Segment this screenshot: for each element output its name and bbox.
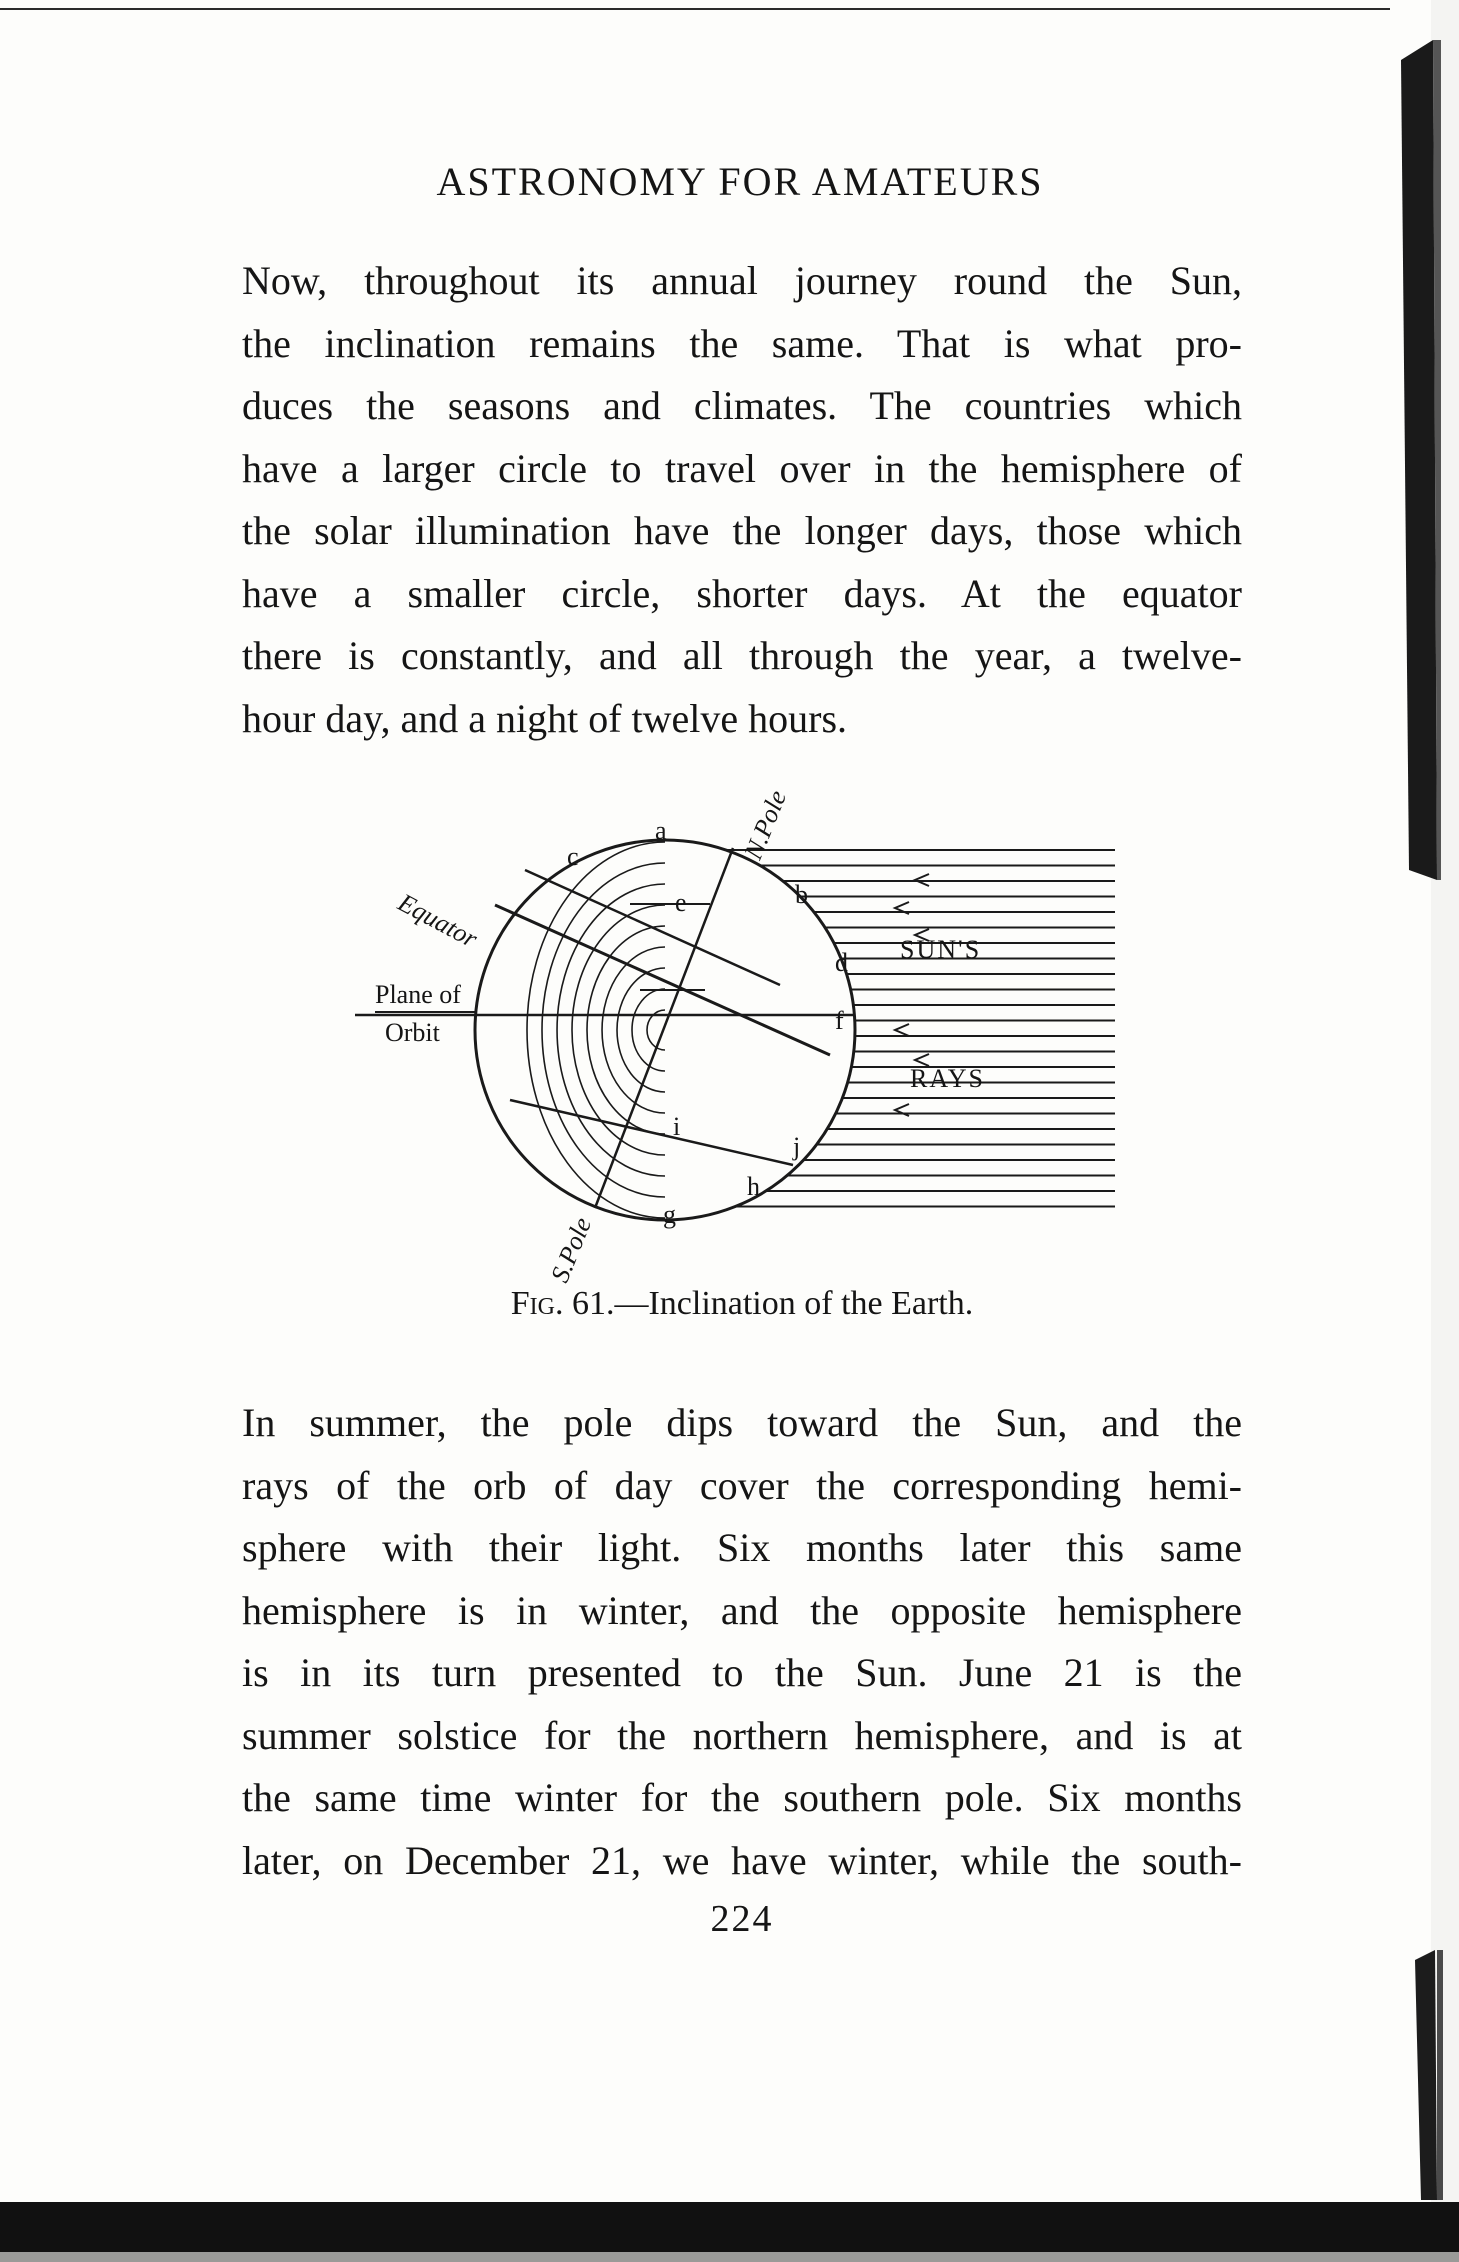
paragraph-1 — [242, 250, 1242, 750]
point-f-label: f — [835, 1006, 844, 1035]
point-i-label: i — [673, 1112, 681, 1141]
equator-label: Equator — [393, 887, 483, 954]
text-line: duces the seasons and climates. The countries which — [242, 383, 1242, 428]
text-line: have a smaller circle, shorter days. At the equator — [242, 570, 1242, 616]
n-pole-label: N.Pole — [738, 786, 793, 864]
rays-label: RAYS — [910, 1064, 985, 1093]
text-line: hemisphere is in winter, and the opposite hemisphere — [242, 1587, 1242, 1633]
figure-number: Fig. 61. — [510, 1285, 615, 1322]
text-line: is in its turn presented to the Sun. June 21 is the — [242, 1650, 1242, 1695]
figure-caption-text: —Inclination of the Earth. — [614, 1285, 974, 1322]
text-line: sphere with their light. Six months later this same — [242, 1525, 1242, 1570]
s-pole-label: S.Pole — [545, 1213, 598, 1287]
point-d-label: d — [835, 948, 848, 977]
figure-caption — [242, 1285, 1242, 1323]
text-line: the solar illumination have the longer days, those which — [242, 508, 1242, 553]
running-head: ASTRONOMY FOR AMATEURS — [436, 159, 1044, 204]
top-rule — [0, 8, 1390, 10]
text-line: Now, throughout its annual journey round the Sun, — [242, 258, 1242, 303]
text-line: hour day, and a night of twelve hours. — [242, 695, 848, 741]
plane-of-label: Plane of — [375, 980, 461, 1009]
point-c-label: c — [567, 842, 579, 871]
point-g-label: g — [663, 1200, 676, 1229]
text-line: In summer, the pole dips toward the Sun, and the — [242, 1400, 1242, 1445]
text-line: the same time winter for the southern pole. Six months — [242, 1775, 1242, 1820]
point-h-label: h — [747, 1172, 760, 1201]
text-line: the inclination remains the same. That is what pro- — [242, 320, 1242, 366]
text-line: have a larger circle to travel over in the hemisphere of — [242, 445, 1242, 491]
page-number: 224 — [710, 1898, 774, 1940]
bottom-scan-edge — [0, 2252, 1459, 2262]
point-b-label: b — [795, 880, 808, 909]
point-a-label: a — [655, 816, 667, 845]
earth-axis — [595, 848, 733, 1208]
earth-inclination-figure — [355, 770, 1125, 1287]
text-line: rays of the orb of day cover the corresponding hemi- — [242, 1462, 1242, 1508]
figure-drawing — [355, 770, 1125, 1230]
orbit-label: Orbit — [385, 1018, 440, 1047]
parallel-line-h-j — [510, 1100, 793, 1165]
paragraph-2 — [242, 1392, 1242, 1892]
sun-rays — [726, 850, 1115, 1207]
parallel-line-c-d — [525, 870, 780, 985]
point-j-label: j — [793, 1132, 801, 1161]
text-line: there is constantly, and all through the year, a twelve- — [242, 633, 1242, 678]
suns-label: SUN'S — [900, 935, 982, 964]
text-line: summer solstice for the northern hemisphere, and is at — [242, 1712, 1242, 1758]
page-edge-shadow — [1371, 0, 1459, 2262]
point-e-label: e — [675, 888, 687, 917]
text-line: later, on December 21, we have winter, while the south- — [242, 1837, 1242, 1883]
night-side-arcs — [475, 840, 665, 1220]
